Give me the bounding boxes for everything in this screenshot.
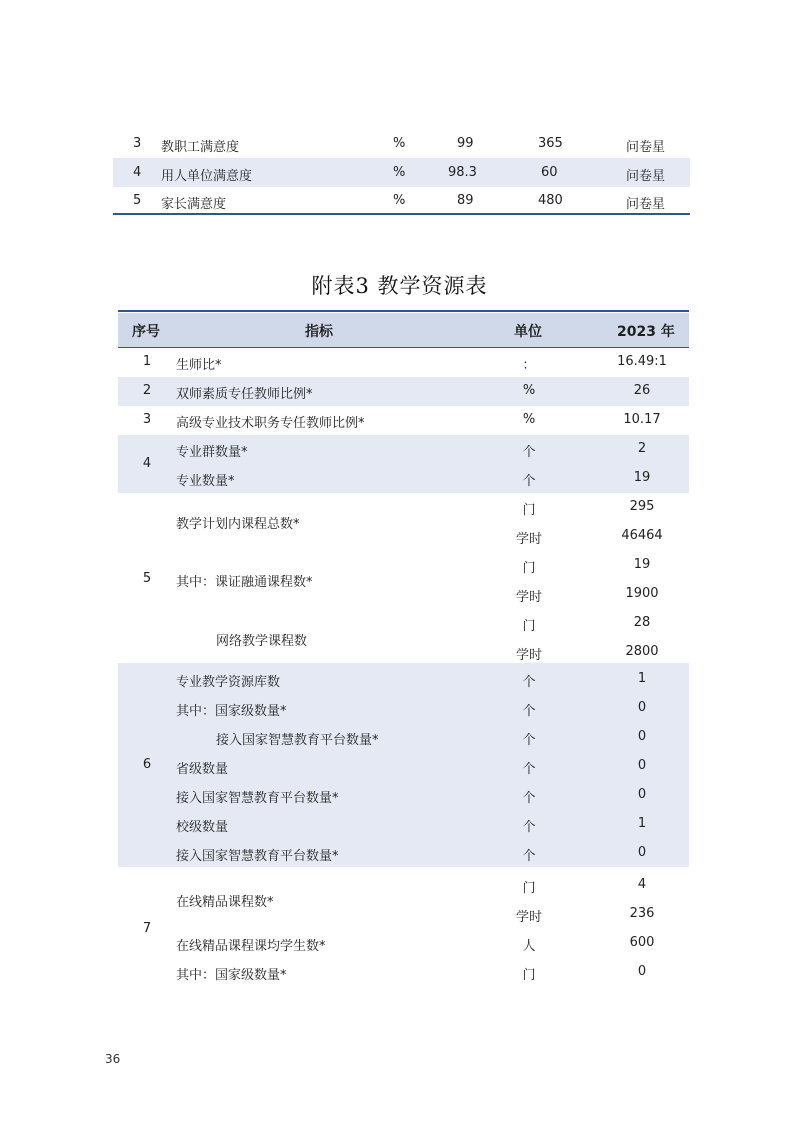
row-value: 4 <box>637 877 647 892</box>
row-unit: 门 <box>522 561 536 576</box>
row-value: 26 <box>633 383 651 398</box>
row-value: 0 <box>637 729 647 744</box>
row-value: 1 <box>637 671 647 686</box>
row-method: 问卷星 <box>626 169 666 184</box>
row-number: 3 <box>142 412 152 427</box>
header-year: 2023 年 <box>617 324 675 340</box>
row-unit: 学时 <box>515 910 542 925</box>
row-indicator: 接入国家智慧教育平台数量* <box>176 849 339 864</box>
row-value: 99 <box>457 136 474 151</box>
row-number: 5 <box>142 571 152 586</box>
row-unit: % <box>522 412 536 427</box>
row-value: 19 <box>633 557 651 572</box>
row-number: 3 <box>133 136 142 151</box>
row-indicator: 校级数量 <box>176 820 229 835</box>
prev-table-row <box>113 129 690 158</box>
row-indicator: 专业群数量* <box>176 445 248 460</box>
row-value: 89 <box>457 193 474 208</box>
row-value: 1900 <box>625 586 659 601</box>
row-unit: 个 <box>522 820 536 835</box>
row-unit: 个 <box>522 445 536 460</box>
row-item: 教职工满意度 <box>161 140 240 155</box>
row-value: 236 <box>629 906 655 921</box>
table-row <box>118 348 689 377</box>
row-unit: 个 <box>522 791 536 806</box>
row-number: 5 <box>133 193 142 208</box>
row-unit: 门 <box>522 881 536 896</box>
row-indicator: 接入国家智慧教育平台数量* <box>176 791 339 806</box>
row-unit: 个 <box>522 675 536 690</box>
row-method: 问卷星 <box>626 197 666 212</box>
header-indicator: 指标 <box>305 324 333 340</box>
row-number: 2 <box>142 383 152 398</box>
row-unit: % <box>393 136 406 151</box>
row-value: 0 <box>637 787 647 802</box>
row-unit: % <box>393 165 406 180</box>
row-indicator: 生师比* <box>176 358 222 373</box>
header-unit: 单位 <box>514 324 542 340</box>
row-item: 家长满意度 <box>161 197 227 212</box>
row-unit: % <box>393 193 406 208</box>
row-count: 365 <box>538 136 563 151</box>
row-indicator: 高级专业技术职务专任教师比例* <box>176 416 365 431</box>
row-indicator: 专业数量* <box>176 474 235 489</box>
row-unit: % <box>522 383 536 398</box>
row-value: 0 <box>637 964 647 979</box>
row-count: 60 <box>541 165 558 180</box>
row-value: 2 <box>637 441 647 456</box>
row-indicator: 网络教学课程数 <box>216 634 308 649</box>
table-row <box>118 377 689 406</box>
row-unit: 个 <box>522 849 536 864</box>
row-indicator: 其中：国家级数量* <box>176 704 287 719</box>
row-unit: 门 <box>522 503 536 518</box>
row-number: 1 <box>142 354 152 369</box>
row-value: 600 <box>629 935 655 950</box>
row-value: 295 <box>629 499 655 514</box>
row-value: 19 <box>633 470 651 485</box>
row-value: 28 <box>633 615 651 630</box>
row-number: 7 <box>142 921 152 936</box>
table-row <box>118 867 689 983</box>
row-unit: 个 <box>522 733 536 748</box>
row-indicator: 双师素质专任教师比例* <box>176 387 313 402</box>
row-value: 46464 <box>621 528 663 543</box>
row-unit: 个 <box>522 704 536 719</box>
row-unit: 学时 <box>515 590 542 605</box>
row-unit: 个 <box>522 474 536 489</box>
table-row <box>118 663 689 867</box>
table-row <box>118 493 689 663</box>
row-indicator: 在线精品课程数* <box>176 895 274 910</box>
row-unit: 个 <box>522 762 536 777</box>
row-method: 问卷星 <box>626 140 666 155</box>
row-number: 4 <box>133 165 142 180</box>
row-indicator: 教学计划内课程总数* <box>176 517 300 532</box>
row-indicator: 接入国家智慧教育平台数量* <box>216 733 379 748</box>
table-header <box>118 313 689 348</box>
page-number: 36 <box>105 1052 121 1066</box>
row-value: 0 <box>637 845 647 860</box>
prev-table-row <box>113 186 690 215</box>
table-title: 附表3 教学资源表 <box>311 274 488 298</box>
row-indicator: 在线精品课程课均学生数* <box>176 939 326 954</box>
row-value: 2800 <box>625 644 659 659</box>
row-indicator: 其中：国家级数量* <box>176 968 287 983</box>
row-unit: 人 <box>522 939 536 954</box>
row-indicator: 专业教学资源库数 <box>176 675 281 690</box>
table-rule <box>113 213 690 215</box>
row-unit: 门 <box>522 968 536 983</box>
row-indicator: 其中：课证融通课程数* <box>176 575 313 590</box>
row-value: 1 <box>637 816 647 831</box>
row-item: 用人单位满意度 <box>161 169 253 184</box>
row-unit: 门 <box>522 619 536 634</box>
row-count: 480 <box>538 193 563 208</box>
row-unit: ： <box>522 358 536 373</box>
table-row <box>118 406 689 435</box>
prev-table-row <box>113 158 690 187</box>
row-value: 0 <box>637 758 647 773</box>
row-number: 6 <box>142 757 152 772</box>
table-row <box>118 435 689 493</box>
header-no: 序号 <box>132 324 160 340</box>
row-unit: 学时 <box>515 648 542 663</box>
table-rule <box>118 310 689 312</box>
row-unit: 学时 <box>515 532 542 547</box>
row-value: 98.3 <box>448 165 477 180</box>
row-value: 0 <box>637 700 647 715</box>
row-indicator: 省级数量 <box>176 762 229 777</box>
row-number: 4 <box>142 456 152 471</box>
row-value: 16.49:1 <box>617 354 667 369</box>
row-value: 10.17 <box>623 412 661 427</box>
